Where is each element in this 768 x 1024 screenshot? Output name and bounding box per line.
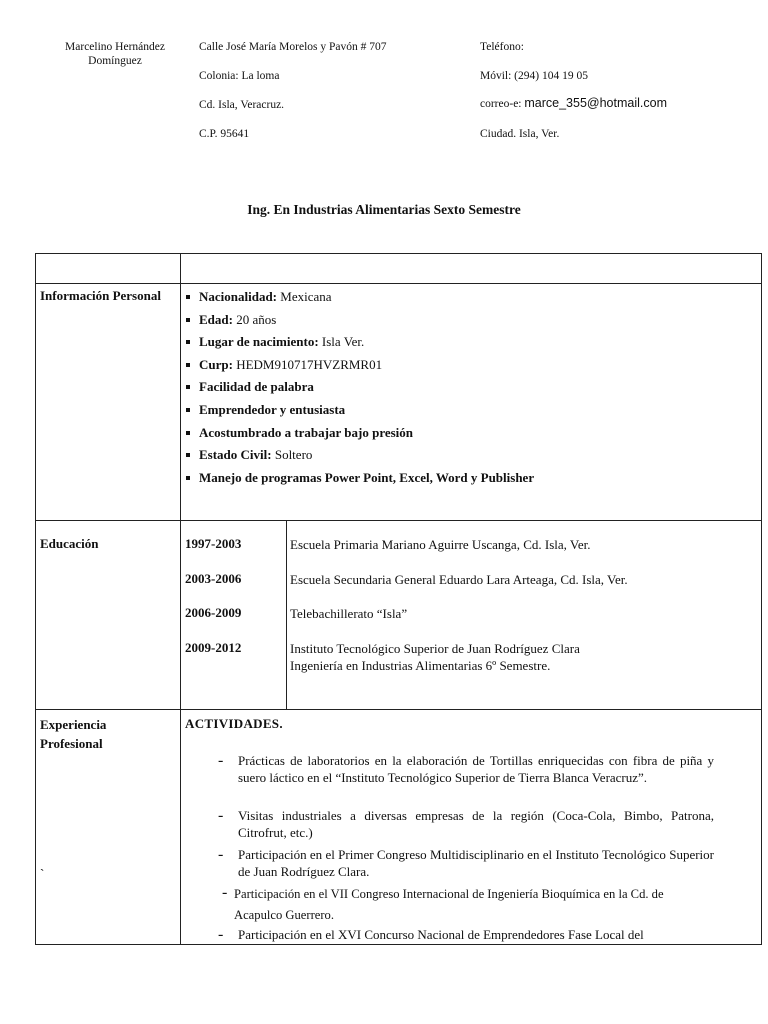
address-line-3: Cd. Isla, Veracruz. [199, 99, 285, 111]
list-item: - Participación en el XVI Concurso Nacional de Emprendedores Fase Local del [218, 926, 644, 943]
education-column-rule [286, 520, 287, 710]
education-years-1: 1997-2003 [185, 536, 242, 551]
education-school-4-name: Instituto Tecnológico Superior de Juan Rodríguez Clara [290, 641, 580, 656]
movil-number: Móvil: (294) 104 19 05 [480, 70, 588, 82]
ciudad: Ciudad. Isla, Ver. [480, 128, 560, 140]
bullet-square-icon [186, 476, 190, 480]
education-school-3: Telebachillerato “Isla” [290, 606, 408, 621]
telefono-label: Teléfono: [480, 41, 524, 53]
dash-bullet-icon: - [218, 926, 224, 943]
bullet-square-icon [186, 295, 190, 299]
activities-title: ACTIVIDADES. [185, 716, 283, 731]
education-school-2: Escuela Secundaria General Eduardo Lara Arteaga, Cd. Isla, Ver. [290, 572, 628, 587]
address-line-1: Calle José María Morelos y Pavón # 707 [199, 41, 387, 53]
list-item: Nacionalidad: Mexicana [186, 288, 756, 311]
list-item: - Prácticas de laboratorios en la elaboración de Tortillas enriquecidas con fibra de piña y suero láctico en el “Instituto Tecnológico Superior de Tierra Blanca Veracruz”. [218, 752, 714, 785]
bullet-square-icon [186, 385, 190, 389]
experience-label-line-2: Profesional [40, 736, 103, 751]
bullet-square-icon [186, 363, 190, 367]
dash-bullet-icon: - [218, 846, 224, 863]
bullet-square-icon [186, 453, 190, 457]
experience-label-line-1: Experiencia [40, 717, 107, 732]
table-column-rule [180, 253, 181, 945]
document-title: Ing. En Industrias Alimentarias Sexto Semestre [247, 202, 521, 217]
education-label: Educación [40, 536, 99, 551]
list-item: - Participación en el VII Congreso Internacional de Ingeniería Bioquímica en la Cd. de Acapulco Guerrero. [222, 884, 664, 922]
bullet-square-icon [186, 340, 190, 344]
list-item: Manejo de programas Power Point, Excel, Word y Publisher [186, 469, 756, 492]
dash-bullet-icon: - [218, 752, 224, 769]
list-item: Acostumbrado a trabajar bajo presión [186, 424, 756, 447]
education-years-2: 2003-2006 [185, 571, 242, 586]
list-item: Emprendedor y entusiasta [186, 401, 756, 424]
education-school-4 [290, 640, 580, 674]
education-years-3: 2006-2009 [185, 605, 242, 620]
stray-backtick: ` [40, 866, 45, 881]
dash-bullet-icon: - [218, 807, 224, 824]
bullet-square-icon [186, 318, 190, 322]
email-address[interactable]: marce_355@hotmail.com [524, 96, 667, 110]
personal-info-label: Información Personal [40, 288, 161, 303]
table-rule-1 [35, 283, 762, 284]
email-line [480, 96, 667, 111]
bullet-square-icon [186, 408, 190, 412]
bullet-square-icon [186, 431, 190, 435]
experience-label [40, 716, 106, 752]
list-item: Estado Civil: Soltero [186, 446, 756, 469]
education-school-4-detail: Ingeniería en Industrias Alimentarias 6º Semestre. [290, 658, 551, 673]
list-item: Edad: 20 años [186, 311, 756, 334]
address-line-4: C.P. 95641 [199, 128, 250, 140]
list-item: Facilidad de palabra [186, 378, 756, 401]
list-item: - Visitas industriales a diversas empresas de la región (Coca-Cola, Bimbo, Patrona, Citrofrut, etc.) [218, 807, 714, 840]
table-rule-3 [35, 709, 762, 710]
candidate-name [48, 40, 182, 68]
name-line-1: Marcelino Hernández [65, 41, 165, 53]
table-border-bottom [35, 944, 762, 945]
table-border-right [761, 253, 762, 945]
list-item: - Participación en el Primer Congreso Multidisciplinario en el Instituto Tecnológico Superior de Juan Rodríguez Clara. [218, 846, 714, 879]
list-item: Curp: HEDM910717HVZRMR01 [186, 356, 756, 379]
email-label: correo-e: [480, 98, 525, 110]
address-line-2: Colonia: La loma [199, 70, 280, 82]
name-line-2: Domínguez [88, 55, 142, 67]
table-border-left [35, 253, 36, 945]
list-item: Lugar de nacimiento: Isla Ver. [186, 333, 756, 356]
table-border-top [35, 253, 762, 254]
education-years-4: 2009-2012 [185, 640, 242, 655]
personal-info-list [186, 288, 756, 491]
dash-bullet-icon: - [222, 884, 228, 901]
table-rule-2 [35, 520, 762, 521]
education-school-1: Escuela Primaria Mariano Aguirre Uscanga, Cd. Isla, Ver. [290, 537, 591, 552]
